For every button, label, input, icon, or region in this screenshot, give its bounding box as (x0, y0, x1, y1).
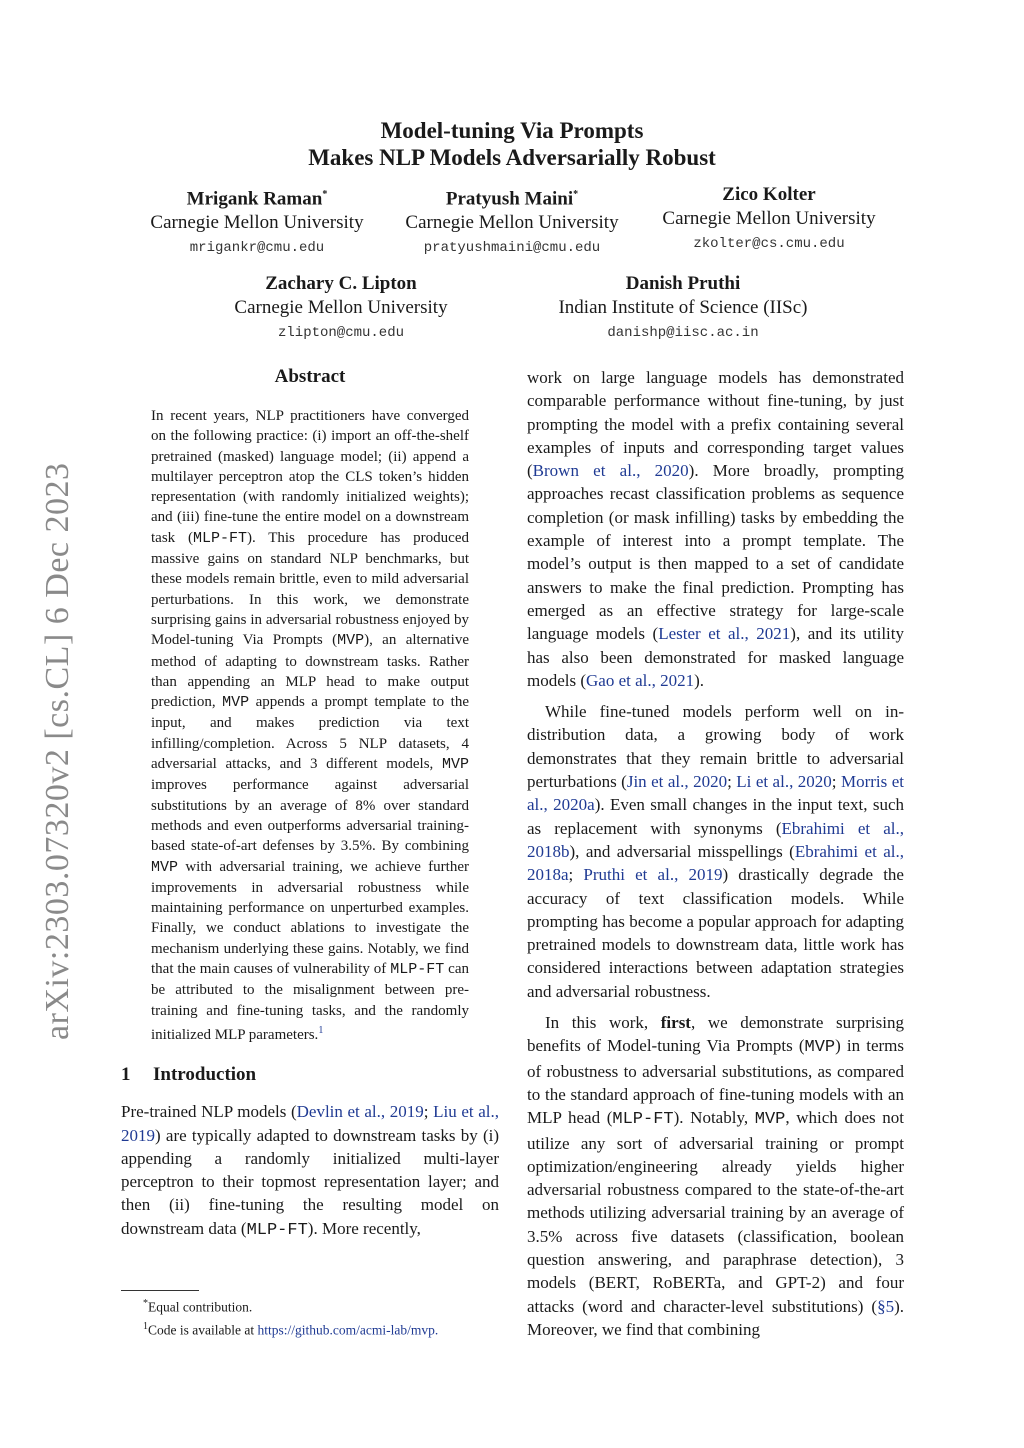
citation-link[interactable]: Ebrahimi et al., 2018b (527, 818, 904, 861)
footnote-code: $^1$Code is available at https://github.com/acmi-lab/mvp. (143, 1320, 439, 1337)
author-block (132, 183, 382, 261)
citation-link[interactable]: Ebrahimi et al., 2018a (527, 841, 904, 885)
code-mvp: MVP (337, 632, 365, 650)
citation-link[interactable]: Gao et al., 2021 (586, 670, 695, 690)
citation-link[interactable]: Pruthi et al., 2019 (583, 865, 723, 885)
code-mvp: MVP (804, 1038, 836, 1058)
section-ref-link[interactable]: §5 (877, 1296, 895, 1316)
author-email: mrigankr@cmu.edu (189, 240, 325, 257)
author-affiliation: Carnegie Mellon University (234, 297, 448, 318)
code-mvp: MVP (754, 1110, 786, 1130)
citation-link[interactable]: Liu et al., 2019 (121, 1102, 499, 1145)
intro-paragraph: Pre-trained NLP models (Devlin et al., 2019; Liu et al., 2019) are typically adapted to downstream tasks by (i) appending a randomly initialized multi-layer perceptron to their topmost representation layer; and then (ii) fine-tuning the resulting model on downstream data (MLP-FT). More recently, (121, 1102, 499, 1240)
author-affiliation: Carnegie Mellon University (662, 208, 876, 229)
code-mvp: MVP (151, 858, 179, 876)
abstract-heading: Abstract (274, 366, 346, 387)
right-column (527, 366, 904, 1341)
footnote-rule (121, 1290, 199, 1291)
author-email: zlipton@cmu.edu (277, 325, 405, 341)
author-name: Danish Pruthi (625, 273, 741, 294)
abstract-body: In recent years, NLP practitioners have converged on the following practice: (i) import an off-the-shelf pretrained (masked) language model; (ii) append a multilayer perceptron atop the CLS token’s hidden representation (with randomly initialized weights); and (iii) fine-tune the entire model on a downstream task (MLP-FT). This procedure has produced massive gains on standard NLP benchmarks, but these models remain brittle, even to mild adversarial perturbations. In this work, we demonstrate surprising gains in adversarial robustness enjoyed by Model-tuning Via Prompts (MVP), an alternative method of adapting to downstream tasks. Rather than appending an MLP head to make output prediction, MVP appends a prompt template to the input, and makes prediction via text infilling/completion. Across 5 NLP datasets, 4 adversarial attacks, and 3 different models, MVP improves performance against adversarial substitutions by an average of 8% over standard methods and even outperforms adversarial training-based state-of-art defenses by 3.5%. By combining MVP with adversarial training, we achieve further improvements in adversarial robustness while maintaining performance on unperturbed examples. Finally, we conduct ablations to investigate the mechanism underlying these gains. Notably, we find that the main causes of vulnerability of MLP-FT can be attributed to the misalignment between pre-training and fine-tuning tasks, and the randomly initialized MLP parameters.$^1$ (151, 408, 469, 1043)
code-mlp-ft: MLP-FT (612, 1110, 674, 1130)
section-heading (121, 1062, 499, 1088)
author-name: Zico Kolter (722, 184, 816, 205)
author-mark: * (322, 189, 328, 200)
title-line-2: Makes NLP Models Adversarially Robust (308, 145, 716, 170)
paragraph: While fine-tuned models perform well on in-distribution data, a growing body of work demonstrates that they remain brittle to adversarial perturbations (Jin et al., 2020; Li et al., 2020; Morris et al., 2020a). Even small changes in the input text, such as replacement with synonyms (Ebrahimi et al., 2018b), and adversarial misspellings (Ebrahimi et al., 2018a; Pruthi et al., 2019) drastically degrade the accuracy of text classification models. While prompting has become a popular approach for adapting pretrained models to downstream data, little work has considered interactions between adaptation strategies and adversarial robustness. (527, 702, 904, 1001)
arxiv-stamp (38, 455, 78, 1040)
author-block (216, 272, 466, 346)
paragraph: work on large language models has demonstrated comparable performance without fine-tuning, by just prompting the model with a prefix containing several examples of inputs and corresponding target values (Brown et al., 2020). More broadly, prompting approaches recast classification problems as sequence completion (or mask infilling) tasks by embedding the example of interest into a prompt template. The model’s output is then mapped to a set of candidate answers to make the final prediction. Prompting has emerged as an effective strategy for large-scale language models (Lester et al., 2021), and its utility has also been demonstrated for masked language models (Gao et al., 2021). (527, 368, 904, 690)
footnote-ref[interactable]: 1 (318, 1024, 324, 1036)
citation-link[interactable]: Devlin et al., 2019 (296, 1102, 424, 1122)
code-mlp-ft: MLP-FT (246, 1220, 308, 1240)
title-line-1: Model-tuning Via Prompts (380, 118, 644, 143)
citation-link[interactable]: Lester et al., 2021 (658, 624, 791, 644)
code-mvp: MVP (222, 694, 250, 712)
section-number: 1 (121, 1064, 131, 1086)
author-block (533, 272, 833, 346)
author-name: Mrigank Raman (186, 188, 323, 210)
footnote-equal: *Equal contribution. (143, 1298, 253, 1315)
citation-link[interactable]: Li et al., 2020 (736, 772, 832, 792)
section-title: Introduction (153, 1064, 257, 1086)
code-mlp-ft: MLP-FT (390, 961, 445, 979)
author-block (387, 183, 637, 261)
citation-link[interactable]: Jin et al., 2020 (626, 772, 728, 792)
github-link[interactable]: https://github.com/acmi-lab/mvp. (257, 1322, 439, 1337)
author-affiliation: Carnegie Mellon University (150, 212, 364, 234)
paper-title (0, 117, 1024, 171)
code-mvp: MVP (441, 756, 469, 774)
author-affiliation: Indian Institute of Science (IISc) (558, 297, 808, 318)
author-affiliation: Carnegie Mellon University (405, 212, 619, 234)
citation-link[interactable]: Brown et al., 2020 (532, 461, 689, 481)
author-name: Pratyush Maini (445, 188, 574, 210)
bold-first: first (660, 1013, 691, 1033)
author-name: Zachary C. Lipton (265, 273, 417, 294)
arxiv-id: arXiv:2303.07320v2 [cs.CL] 6 Dec 2023 (39, 462, 76, 1040)
citation-link[interactable]: Morris et al., 2020a (527, 772, 904, 815)
footnotes (121, 1290, 499, 1339)
author-email: danishp@iisc.ac.in (607, 325, 759, 341)
author-mark: * (573, 189, 579, 200)
author-block (644, 183, 894, 257)
paragraph: In this work, first, we demonstrate surprising benefits of Model-tuning Via Prompts (MVP) in terms of robustness to adversarial substitutions, as compared to the standard approach of fine-tuning models with an MLP head (MLP-FT). Notably, MVP, which does not utilize any sort of adversarial training or prompt optimization/engineering already yields higher adversarial robustness compared to the state-of-the-art methods utilizing adversarial training by an average of 3.5% across five datasets (classification, boolean question answering, and paraphrase detection), 3 models (BERT, RoBERTa, and GPT-2) and four attacks (word and character-level substitutions) (§5). Moreover, we find that combining (527, 1013, 905, 1339)
author-email: zkolter@cs.cmu.edu (693, 236, 845, 252)
author-email: pratyushmaini@cmu.edu (423, 240, 601, 257)
code-mlp-ft: MLP-FT (192, 529, 247, 547)
left-column (121, 364, 499, 1242)
